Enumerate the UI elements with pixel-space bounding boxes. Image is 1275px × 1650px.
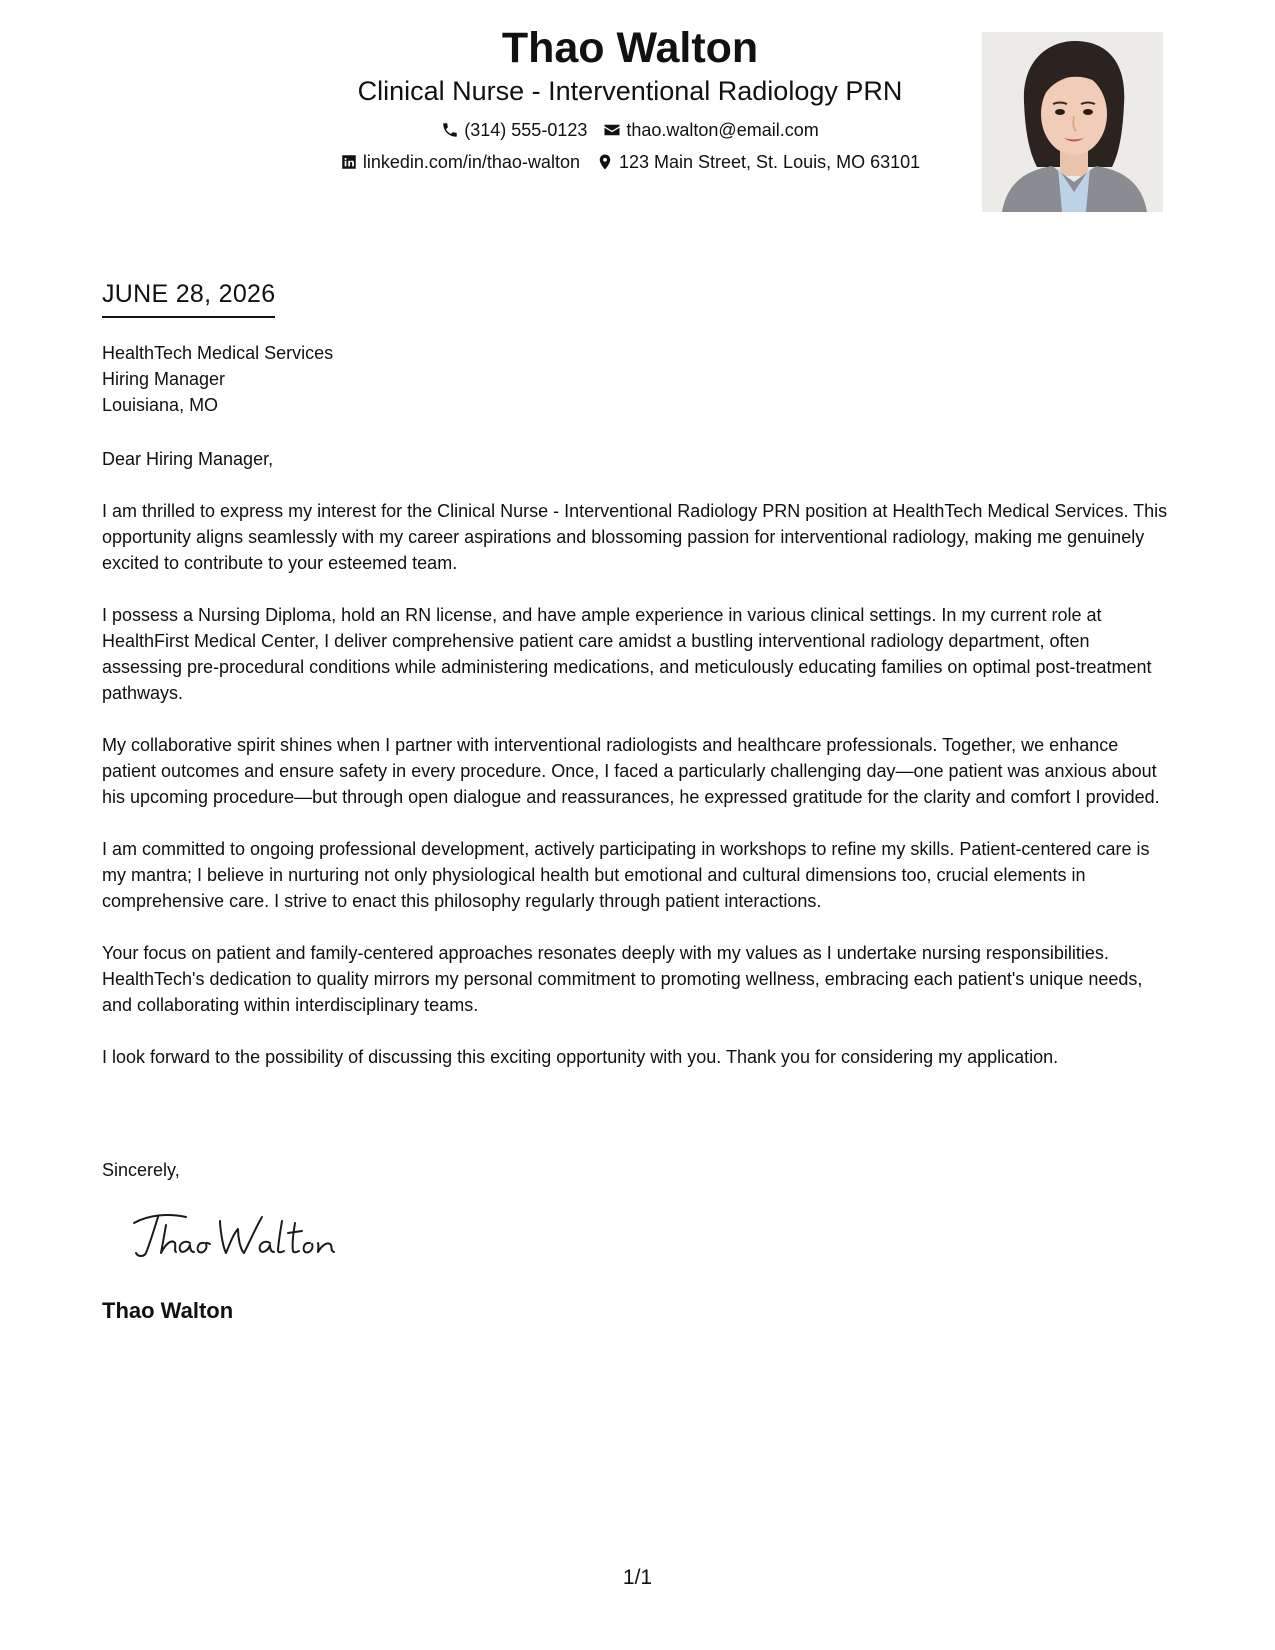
recipient-company: HealthTech Medical Services xyxy=(102,343,334,363)
linkedin-text[interactable]: linkedin.com/in/thao-walton xyxy=(362,152,580,172)
body-paragraph: My collaborative spirit shines when I partner with interventional radiologists and healthcare professionals. Together, we enhance patient outcomes and ensure safety in every procedure. Once, I faced a particularly challenging day—one patient was anxious about his upcoming procedure—but through open dialogue and reassurances, he expressed gratitude for the clarity and comfort I provided. xyxy=(102,735,1160,807)
handwritten-signature xyxy=(128,1205,348,1265)
map-pin-icon xyxy=(596,153,614,171)
envelope-icon xyxy=(603,121,621,139)
applicant-name: Thao Walton xyxy=(501,24,759,72)
job-title: Clinical Nurse - Interventional Radiology PRN xyxy=(357,76,903,106)
recipient-role: Hiring Manager xyxy=(102,369,226,389)
letter-body xyxy=(102,446,1172,1096)
recipient-location: Louisiana, MO xyxy=(102,395,219,415)
salutation: Dear Hiring Manager, xyxy=(102,449,274,469)
linkedin-icon xyxy=(340,153,358,171)
letter-header xyxy=(260,22,1000,178)
address-contact xyxy=(596,150,920,174)
email-text[interactable]: thao.walton@email.com xyxy=(626,120,819,140)
address-text: 123 Main Street, St. Louis, MO 63101 xyxy=(618,152,921,172)
portrait-image xyxy=(982,32,1163,212)
letter-date: JUNE 28, 2026 xyxy=(102,278,275,318)
page-number: 1/1 xyxy=(622,1566,653,1589)
letter-date-block xyxy=(102,278,275,318)
phone-contact xyxy=(441,118,587,142)
profile-photo xyxy=(982,32,1163,212)
body-paragraph: Your focus on patient and family-centered approaches resonates deeply with my values as I undertake nursing responsibilities. HealthTech's dedication to quality mirrors my personal commitment to promoting wellness, embracing each patient's unique needs, and collaborating within interdisciplinary teams. xyxy=(102,943,1143,1015)
signer-name: Thao Walton xyxy=(102,1298,234,1323)
phone-icon xyxy=(441,121,459,139)
body-paragraph: I am committed to ongoing professional development, actively participating in workshops to refine my skills. Patient-centered care is my mantra; I believe in nurturing not only physiological health but emotional and cultural dimensions too, crucial elements in comprehensive care. I strive to enact this philosophy regularly through patient interactions. xyxy=(102,839,1150,911)
body-paragraph: I look forward to the possibility of discussing this exciting opportunity with you. Thank you for considering my application. xyxy=(102,1047,1059,1067)
body-paragraph: I am thrilled to express my interest for the Clinical Nurse - Interventional Radiology PRN position at HealthTech Medical Services. This opportunity aligns seamlessly with my career aspirations and blossoming passion for interventional radiology, making me genuinely excited to contribute to your esteemed team. xyxy=(102,501,1168,573)
body-paragraph: I possess a Nursing Diploma, hold an RN license, and have ample experience in various clinical settings. In my current role at HealthFirst Medical Center, I deliver comprehensive patient care amidst a bustling interventional radiology department, often assessing pre-procedural conditions while administering medications, and meticulously educating families on optimal post-treatment pathways. xyxy=(102,605,1152,703)
contact-row-1 xyxy=(260,114,1000,146)
signature-image xyxy=(128,1205,348,1265)
recipient-block xyxy=(102,340,333,418)
contact-row-2 xyxy=(260,146,1000,178)
linkedin-contact xyxy=(340,150,580,174)
email-contact xyxy=(603,118,818,142)
phone-text[interactable]: (314) 555-0123 xyxy=(464,120,588,140)
closing: Sincerely, xyxy=(102,1160,180,1180)
